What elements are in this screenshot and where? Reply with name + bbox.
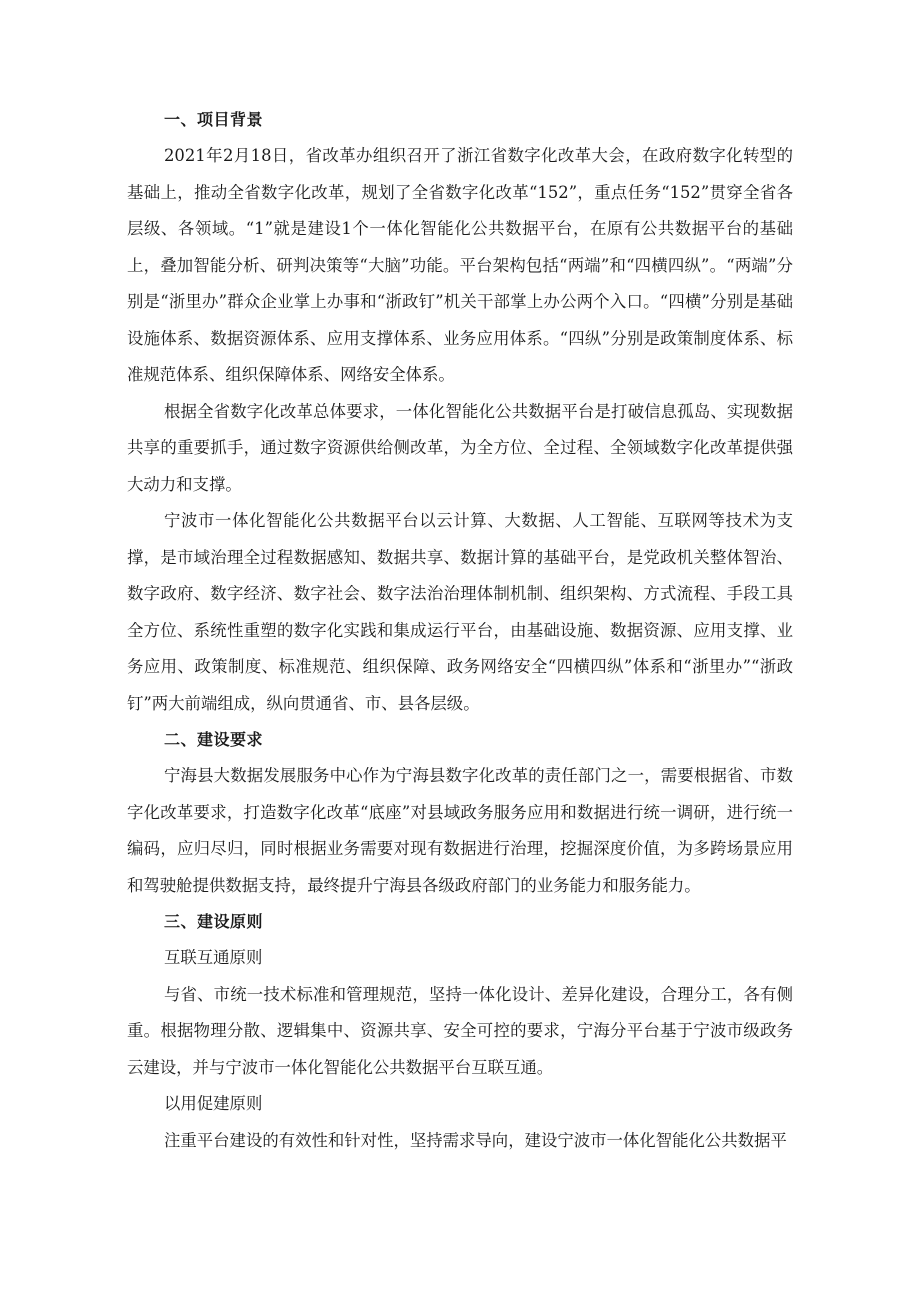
paragraph-requirements-1: 宁海县大数据发展服务中心作为宁海县数字化改革的责任部门之一，需要根据省、市数字化改革要求，打造数字化改革“底座”对县域政务服务应用和数据进行统一调研，进行统一编码，应归尽归，同时根据业务需要对现有数据进行治理，挖掘深度价值，为多跨场景应用和驾驶舱提供数据支持，最终提升宁海县各级政府部门的业务能力和服务能力。 bbox=[127, 766, 793, 895]
document-body bbox=[127, 102, 793, 1159]
paragraph-principles-2: 注重平台建设的有效性和针对性，坚持需求导向，建设宁波市一体化智能化公共数据平 bbox=[164, 1130, 787, 1150]
heading-construction-requirements: 二、建设要求 bbox=[164, 730, 264, 749]
heading-construction-principles: 三、建设原则 bbox=[164, 912, 264, 931]
paragraph-background-1: 2021年2月18日，省改革办组织召开了浙江省数字化改革大会，在政府数字化转型的基础上，推动全省数字化改革，规划了全省数字化改革“152”，重点任务“152”贯穿全省各层级、各领域。“1”就是建设1个一体化智能化公共数据平台，在原有公共数据平台的基础上，叠加智能分析、研判决策等“大脑”功能。平台架构包括“两端”和“四横四纵”。“两端”分别是“浙里办”群众企业掌上办事和“浙政钉”机关干部掌上办公两个入口。“四横”分别是基础设施体系、数据资源体系、应用支撑体系、业务应用体系。“四纵”分别是政策制度体系、标准规范体系、组织保障体系、网络安全体系。 bbox=[127, 146, 793, 384]
paragraph-background-3: 宁波市一体化智能化公共数据平台以云计算、大数据、人工智能、互联网等技术为支撑，是市域治理全过程数据感知、数据共享、数据计算的基础平台，是党政机关整体智治、数字政府、数字经济、数字社会、数字法治治理体制机制、组织架构、方式流程、手段工具全方位、系统性重塑的数字化实践和集成运行平台，由基础设施、数据资源、应用支撑、业务应用、政策制度、标准规范、组织保障、政务网络安全“四横四纵”体系和“浙里办”“浙政钉”两大前端组成，纵向贯通省、市、县各层级。 bbox=[127, 511, 793, 713]
subheading-use-promotes-construction-principle: 以用促建原则 bbox=[164, 1094, 263, 1113]
subheading-interconnection-principle: 互联互通原则 bbox=[164, 948, 263, 967]
paragraph-background-2: 根据全省数字化改革总体要求，一体化智能化公共数据平台是打破信息孤岛、实现数据共享的重要抓手，通过数字资源供给侧改革，为全方位、全过程、全领域数字化改革提供强大动力和支撑。 bbox=[127, 401, 793, 494]
heading-project-background: 一、项目背景 bbox=[164, 110, 264, 129]
paragraph-principles-1: 与省、市统一技术标准和管理规范，坚持一体化设计、差异化建设，合理分工，各有侧重。根据物理分散、逻辑集中、资源共享、安全可控的要求，宁海分平台基于宁波市级政务云建设，并与宁波市一体化智能化公共数据平台互联互通。 bbox=[127, 984, 793, 1077]
